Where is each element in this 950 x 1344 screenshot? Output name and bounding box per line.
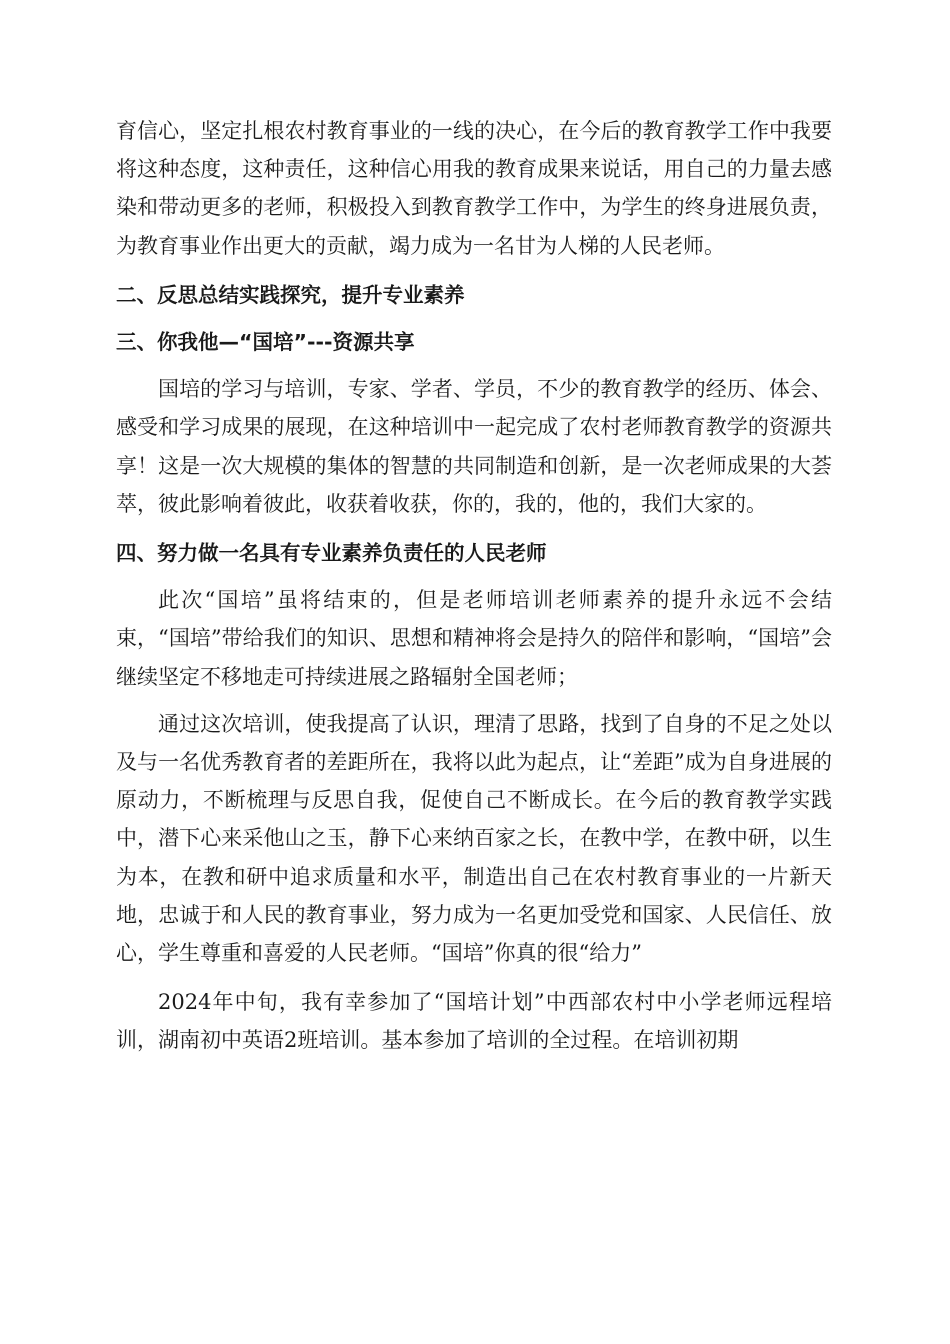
paragraph-training-ending: 此次“国培”虽将结束的，但是老师培训老师素养的提升永远不会结束，“国培”带给我们的知识、思想和精神将会是持久的陪伴和影响，“国培”会继续坚定不移地走可持续进展之路辐射全国老师； xyxy=(116,588,832,689)
paragraph-commitment: 育信心，坚定扎根农村教育事业的一线的决心，在今后的教育教学工作中我要将这种态度，这种责任，这种信心用我的教育成果来说话，用自己的力量去感染和带动更多的老师，积极投入到教育教学工作中，为学生的终身进展负责，为教育事业作出更大的贡献，竭力成为一名甘为人梯的人民老师。 xyxy=(116,119,832,258)
paragraph-training-intro: 2024年中旬，我有幸参加了“国培计划”中西部农村中小学老师远程培训，湖南初中英语2班培训。基本参加了培训的全过程。在培训初期 xyxy=(116,990,832,1053)
document-page xyxy=(116,112,832,1060)
section-heading-reflection: 二、反思总结实践探究，提升专业素养 xyxy=(116,282,465,307)
paragraph-self-improvement: 通过这次培训，使我提高了认识，理清了思路，找到了自身的不足之处以及与一名优秀教育者的差距所在，我将以此为起点，让“差距”成为自身进展的原动力，不断梳理与反思自我，促使自己不断成长。在今后的教育教学实践中，潜下心来采他山之玉，静下心来纳百家之长，在教中学，在教中研，以生为本，在教和研中追求质量和水平，制造出自己在农村教育事业的一片新天地，忠诚于和人民的教育事业，努力成为一名更加受党和国家、人民信任、放心，学生尊重和喜爱的人民老师。“国培”你真的很“给力” xyxy=(116,711,832,966)
paragraph-resource-sharing: 国培的学习与培训，专家、学者、学员，不少的教育教学的经历、体会、感受和学习成果的展现，在这种培训中一起完成了农村老师教育教学的资源共享！这是一次大规模的集体的智慧的共同制造和创新，是一次老师成果的大荟萃，彼此影响着彼此，收获着收获，你的，我的，他的，我们大家的。 xyxy=(116,377,832,516)
section-heading-professional-teacher: 四、努力做一名具有专业素养负责任的人民老师 xyxy=(116,541,547,566)
section-heading-resource-sharing: 三、你我他—“国培”---资源共享 xyxy=(116,330,415,355)
